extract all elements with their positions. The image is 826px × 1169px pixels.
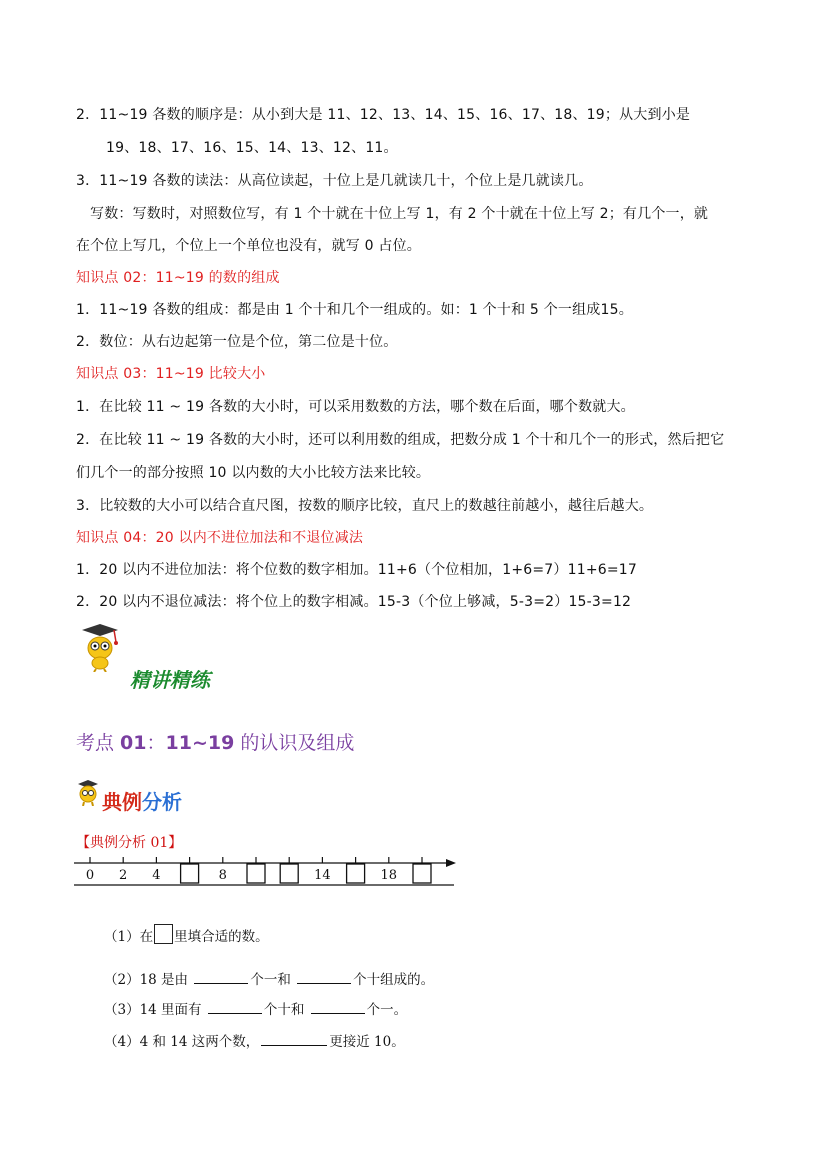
number-line-answer-box[interactable] bbox=[181, 864, 199, 883]
knowledge-heading: 知识点 02：11~19 的数的组成 bbox=[76, 270, 280, 286]
question-text: 里填合适的数。 bbox=[174, 929, 269, 945]
text-line: 19、18、17、16、15、14、13、12、11。 bbox=[106, 140, 398, 156]
answer-blank[interactable] bbox=[311, 1001, 365, 1014]
text-line: 们几个一的部分按照 10 以内数的大小比较方法来比较。 bbox=[76, 465, 431, 481]
answer-blank[interactable] bbox=[261, 1033, 327, 1046]
text-line: 在个位上写几，个位上一个单位也没有，就写 0 占位。 bbox=[76, 238, 422, 254]
text-line: 3．11~19 各数的读法：从高位读起，十位上是几就读几十，个位上是几就读几。 bbox=[76, 173, 593, 189]
number-line-arrow bbox=[446, 859, 456, 867]
question-text: 个一和 bbox=[250, 972, 296, 988]
number-line-label: 8 bbox=[218, 868, 227, 883]
question-text: 更接近 10。 bbox=[329, 1034, 405, 1050]
question-text: （2）18 是由 bbox=[104, 972, 193, 988]
answer-blank[interactable] bbox=[297, 971, 351, 984]
knowledge-heading: 知识点 03：11~19 比较大小 bbox=[76, 366, 266, 382]
owl-mascot-small-icon bbox=[74, 778, 102, 806]
text-line: 1．20 以内不进位加法：将个位数的数字相加。11+6（个位相加，1+6=7）11+6=17 bbox=[76, 562, 638, 578]
question-1 bbox=[104, 924, 269, 945]
section-title-number: 01 bbox=[120, 732, 147, 754]
number-line-label: 18 bbox=[380, 868, 398, 883]
dianli-logo-text bbox=[102, 786, 182, 815]
text-line: 2．数位：从右边起第一位是个位，第二位是十位。 bbox=[76, 334, 398, 350]
question-text: 个一。 bbox=[366, 1002, 408, 1018]
text-line: 写数：写数时，对照数位写，有 1 个十就在十位上写 1，有 2 个十就在十位上写 2；有几个一，就 bbox=[90, 206, 709, 222]
number-line-answer-box[interactable] bbox=[413, 864, 431, 883]
section-title-separator: ： bbox=[146, 732, 166, 754]
question-text: 个十和 bbox=[263, 1002, 309, 1018]
text-line: 1．11~19 各数的组成：都是由 1 个十和几个一组成的。如：1 个十和 5 个一组成15。 bbox=[76, 302, 633, 318]
question-3 bbox=[104, 998, 407, 1018]
logo-char: 分 bbox=[142, 790, 162, 814]
answer-blank[interactable] bbox=[208, 1001, 262, 1014]
number-line-label: 4 bbox=[152, 868, 161, 883]
knowledge-heading: 知识点 04：20 以内不进位加法和不退位减法 bbox=[76, 530, 364, 546]
section-title-prefix: 考点 bbox=[76, 732, 121, 754]
number-line bbox=[74, 852, 460, 894]
section-title bbox=[76, 728, 354, 755]
logo-char: 析 bbox=[162, 790, 182, 814]
example-label: 【典例分析 01】 bbox=[76, 835, 183, 851]
owl-mascot-icon bbox=[74, 622, 124, 672]
text-line: 2．11~19 各数的顺序是：从小到大是 11、12、13、14、15、16、17、18、19；从大到小是 bbox=[76, 107, 691, 123]
answer-blank[interactable] bbox=[194, 971, 248, 984]
question-2 bbox=[104, 968, 434, 988]
number-line-answer-box[interactable] bbox=[347, 864, 365, 883]
text-line: 2．20 以内不退位减法：将个位上的数字相减。15-3（个位上够减，5-3=2）15-3=12 bbox=[76, 594, 632, 610]
logo-char: 例 bbox=[122, 790, 142, 814]
number-line-answer-box[interactable] bbox=[247, 864, 265, 883]
logo-char: 典 bbox=[102, 790, 122, 814]
text-line: 2．在比较 11 ~ 19 各数的大小时，还可以利用数的组成，把数分成 1 个十和几个一的形式，然后把它 bbox=[76, 432, 725, 448]
question-4 bbox=[104, 1030, 405, 1050]
question-text: （1）在 bbox=[104, 929, 154, 945]
number-line-label: 2 bbox=[119, 868, 128, 883]
number-line-answer-box[interactable] bbox=[280, 864, 298, 883]
jingjiang-logo-text: 精讲精练 bbox=[130, 668, 210, 692]
number-line-label: 0 bbox=[85, 868, 95, 883]
question-text: （4）4 和 14 这两个数， bbox=[104, 1034, 260, 1050]
answer-box[interactable] bbox=[154, 924, 173, 944]
text-line: 3．比较数的大小可以结合直尺图，按数的顺序比较，直尺上的数越往前越小，越往后越大。 bbox=[76, 498, 654, 514]
text-line: 1．在比较 11 ~ 19 各数的大小时，可以采用数数的方法，哪个数在后面，哪个数就大。 bbox=[76, 399, 635, 415]
question-text: （3）14 里面有 bbox=[104, 1002, 206, 1018]
question-text: 个十组成的。 bbox=[353, 972, 435, 988]
section-title-suffix: 的认识及组成 bbox=[234, 732, 355, 754]
section-title-range: 11~19 bbox=[165, 732, 235, 754]
number-line-label: 14 bbox=[314, 868, 331, 883]
